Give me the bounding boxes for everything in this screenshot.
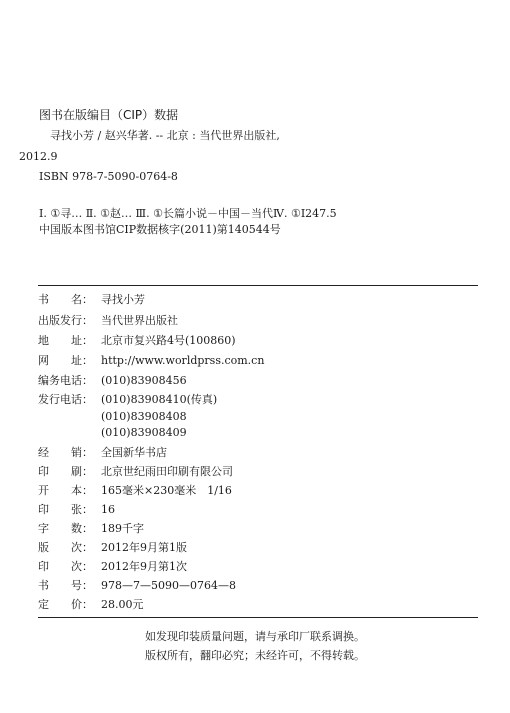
detail-value-editorial-phone: (010)83908456 [101,374,187,387]
detail-label: 版 次： [38,541,93,554]
detail-label: 开 本： [38,484,93,497]
detail-value-website: http://www.worldprss.com.cn [101,354,265,367]
cip-bibliographic-line: 寻找小芳 / 赵兴华著. -- 北京 : 当代世界出版社, [50,129,280,142]
detail-label: 编务电话： [38,374,93,387]
detail-label: 书 名： [38,293,93,306]
detail-value-distributor: 全国新华书店 [101,446,167,459]
detail-value-printer: 北京世纪雨田印刷有限公司 [101,465,233,478]
detail-label: 网 址： [38,354,93,367]
detail-label: 定 价： [38,598,93,611]
detail-label: 印 刷： [38,465,93,478]
copyright-notice: 版权所有，翻印必究；未经许可，不得转载。 [145,649,365,662]
cip-title: 图书在版编目（CIP）数据 [39,108,179,122]
bottom-divider [38,617,478,618]
detail-value-word-count: 189千字 [101,522,144,535]
detail-value-format: 165毫米×230毫米 1/16 [101,484,232,497]
detail-label: 地 址： [38,334,93,347]
detail-label: 发行电话： [38,393,93,406]
detail-label: 印 张： [38,503,93,516]
cip-record-number: 中国版本图书馆CIP数据核字(2011)第140544号 [39,223,281,236]
detail-value-price: 28.00元 [101,598,144,611]
cip-classification: Ⅰ. ①寻… Ⅱ. ①赵… Ⅲ. ①长篇小说－中国－当代Ⅳ. ①I247.5 [39,207,337,220]
detail-label: 书 号： [38,579,93,592]
quality-notice: 如发现印装质量问题，请与承印厂联系调换。 [145,630,365,643]
top-divider [38,285,478,286]
detail-value-publisher: 当代世界出版社 [101,314,178,327]
detail-value-sales-phone: (010)83908410(传真) [101,393,218,406]
detail-value-address: 北京市复兴路4号(100860) [101,334,236,347]
detail-value-sales-phone-3: (010)83908409 [101,426,187,439]
detail-value-sheets: 16 [101,503,115,516]
detail-label: 印 次： [38,560,93,573]
detail-label: 字 数： [38,522,93,535]
detail-label: 经 销： [38,446,93,459]
cip-isbn: ISBN 978-7-5090-0764-8 [39,170,178,183]
detail-value-title: 寻找小芳 [101,293,145,306]
detail-value-isbn: 978—7—5090—0764—8 [101,579,236,592]
cip-publication-date: 2012.9 [19,150,58,163]
detail-value-printing: 2012年9月第1次 [101,560,187,573]
detail-value-edition: 2012年9月第1版 [101,541,187,554]
detail-value-sales-phone-2: (010)83908408 [101,410,187,423]
detail-label: 出版发行： [38,314,93,327]
